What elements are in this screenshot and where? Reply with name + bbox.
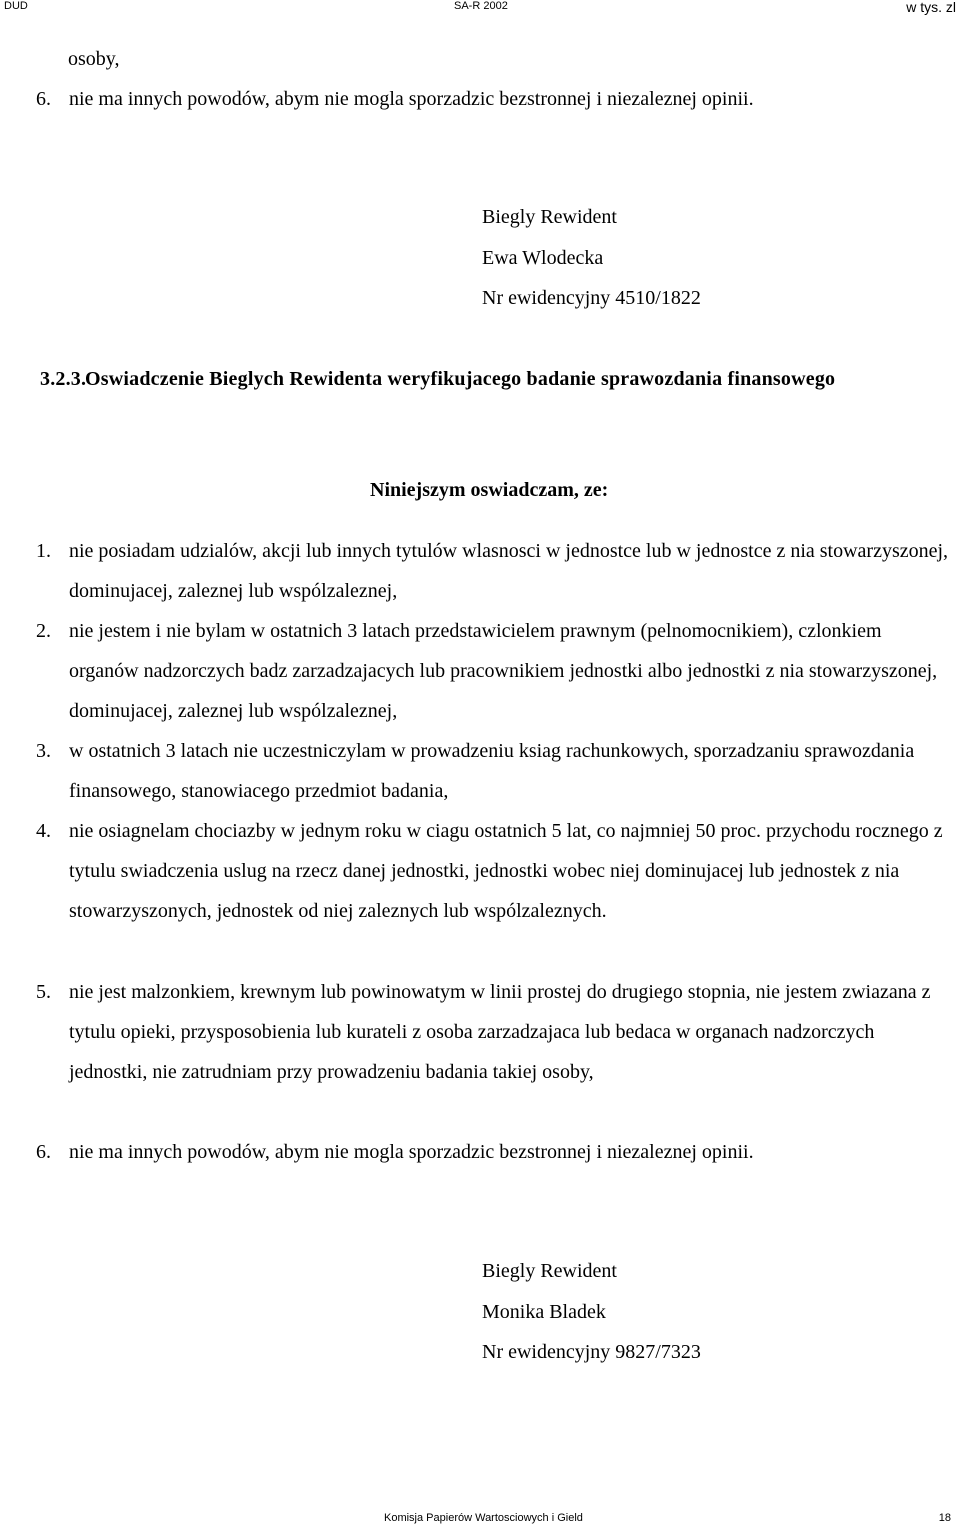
list-text: nie ma innych powodów, abym nie mogla sporzadzic bezstronnej i niezaleznej opinii. (69, 88, 754, 110)
section-title: Oswiadczenie Bieglych Rewidenta weryfikujacego badanie sprawozdania finansowego (85, 368, 836, 390)
header-left: DUD (4, 0, 28, 12)
page-header (0, 0, 960, 14)
section-number: 3.2.3. (40, 368, 87, 390)
header-unit: w tys. zl (906, 0, 956, 15)
list-number: 3. (36, 740, 51, 762)
list-number: 5. (36, 981, 51, 1003)
signature-name: Monika Bladek (482, 1300, 606, 1323)
list-text: nie jest malzonkiem, krewnym lub powinowatym w linii prostej do drugiego stopnia, nie jestem zwiazana z tytulu opieki, przysposobienia lub kurateli z osoba zarzadzajaca lub bedaca w organach nadzorczych jednostki, nie zatrudniam przy prowadzeniu badania takiej osoby, (69, 981, 931, 1083)
continuation-line: osoby, (68, 48, 120, 70)
signature-title: Biegly Rewident (482, 206, 617, 228)
signature-name: Ewa Wlodecka (482, 246, 604, 269)
list-number: 6. (36, 1141, 51, 1163)
signature-reg-number: Nr ewidencyjny 9827/7323 (482, 1341, 701, 1363)
list-text: w ostatnich 3 latach nie uczestniczylam w prowadzeniu ksiag rachunkowych, sporzadzaniu sprawozdania finansowego, stanowiacego przedmiot badania, (69, 740, 915, 802)
signature-title: Biegly Rewident (482, 1260, 617, 1282)
signature-reg-number: Nr ewidencyjny 4510/1822 (482, 287, 701, 309)
signature-block-2 (482, 1251, 701, 1373)
signature-block-1 (482, 197, 701, 319)
list-text: nie jestem i nie bylam w ostatnich 3 latach przedstawicielem prawnym (pelnomocnikiem), czlonkiem organów nadzorczych badz zarzadzajacych lub pracownikiem jednostki albo jednostki z nia stowarzyszonej, dominujacej, zaleznej lub wspólzaleznej, (69, 620, 938, 722)
list-text: nie osiagnelam chociazby w jednym roku w ciagu ostatnich 5 lat, co najmniej 50 proc. przychodu rocznego z tytulu swiadczenia uslug na rzecz danej jednostki, jednostki wobec niej dominujacej lub jednostek z nia stowarzyszonych, jednostek od niej zaleznych lub wspólzaleznych. (69, 820, 943, 922)
page-footer (0, 1512, 960, 1528)
page-number: 18 (938, 1512, 951, 1524)
footer-publisher: Komisja Papierów Wartosciowych i Gield (384, 1512, 583, 1524)
header-center: SA-R 2002 (454, 0, 508, 12)
list-number: 4. (36, 820, 51, 842)
list-number: 6. (36, 88, 51, 110)
list-number: 1. (36, 540, 51, 562)
list-number: 2. (36, 620, 51, 642)
section-intro: Niniejszym oswiadczam, ze: (370, 479, 609, 501)
list-text: nie posiadam udzialów, akcji lub innych tytulów wlasnosci w jednostce lub w jednostce z nia stowarzyszonej, dominujacej, zaleznej lub wspólzaleznej, (69, 540, 949, 602)
list-text: nie ma innych powodów, abym nie mogla sporzadzic bezstronnej i niezaleznej opinii. (69, 1141, 754, 1163)
